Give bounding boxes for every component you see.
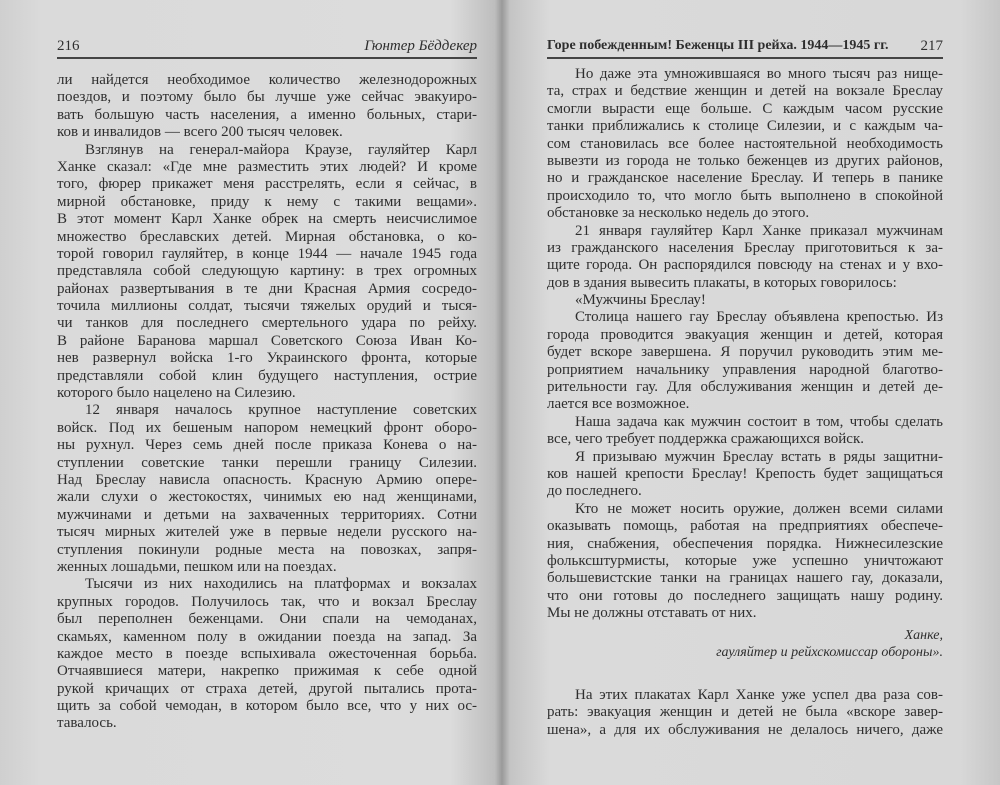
text-line: представляла собой следующую картину: в трех огромных: [57, 263, 477, 280]
text-line: того, фюрер прикажет меня расстрелять, если я сейчас, в: [57, 176, 477, 193]
text-line: Но даже эта умножившаяся во много тысяч раз нище-: [575, 66, 943, 82]
text-line: Я призываю мужчин Бреслау встать в ряды защитни-: [575, 448, 943, 465]
text-line: ли найдется необходимое количество железнодорожных: [57, 72, 477, 88]
text-line: женных лошадьми, пешком или на поездах.: [57, 558, 337, 575]
text-line: каждое место в поезде вспыхивала ожесточенная борьба.: [57, 645, 477, 662]
text-line: рать: эвакуация женщин и детей не была «вскоре завер-: [547, 704, 943, 721]
text-line: до последнего.: [547, 483, 642, 500]
text-line: рукой кричащих от страха детей, другой пытались прота-: [57, 680, 477, 697]
text-line: Отчаявшиеся матери, накрепко прижимая к себе одной: [57, 663, 477, 680]
signature-title: гауляйтер и рейхскомиссар обороны».: [716, 645, 943, 660]
text-line: ков нашей крепости Бреслау! Крепость будет защищаться: [547, 465, 943, 482]
text-line: та, страх и бедствие женщин и детей на вокзале Бреслау: [547, 83, 943, 100]
text-line: роприятием начальнику управления народной благотво-: [547, 361, 943, 378]
text-line: был переполнен беженцами. Они спали на чемоданах,: [57, 611, 477, 628]
text-line: оказывать помощь, работая на предприятиях обеспече-: [547, 518, 943, 535]
text-line: большевистские танки на границах нашего гау, доказали,: [547, 570, 943, 587]
left-page: [57, 0, 477, 785]
body-text: [57, 72, 477, 733]
text-line: районах развертывания в те дни Красная Армия сосредо-: [57, 280, 477, 297]
text-line: смогли вырасти еще больше. С каждым часом русские: [547, 100, 943, 117]
text-line: «Мужчины Бреслау!: [575, 292, 706, 309]
text-line: точила миллионы солдат, тысячи тяжелых орудий и тыся-: [57, 298, 477, 315]
text-line: лается все возможное.: [547, 396, 690, 413]
text-line: танки приближались к столице Силезии, и с каждым ча-: [547, 118, 943, 135]
text-line: фольксштурмисты, которые уже успешно уничтожают: [547, 552, 943, 569]
text-line: ступлении советские танки перешли границу Силезии.: [57, 454, 477, 471]
text-line: ния, снабжения, обеспечения порядка. Нижнесилезские: [547, 535, 943, 552]
text-line: множество бреславских детей. Мирная обстановка, о ко-: [57, 228, 477, 245]
text-line: крупных городов. Получилось так, что и вокзал Бреслау: [57, 593, 477, 610]
text-line: чи танков для последнего смертельного удара по рейху.: [57, 315, 477, 332]
page-number: 216: [57, 38, 80, 54]
text-line: происходило то, что могло быть выполнено в спокойной: [547, 187, 943, 204]
text-line: представляли собой клин будущего наступления, острие: [57, 367, 477, 384]
text-line: что они готовы до последнего защищать нашу родину.: [547, 587, 943, 604]
text-line: ков и инвалидов — всего 200 тысяч человек.: [57, 124, 343, 141]
text-line: сом становилась все более настоятельной необходимость: [547, 135, 943, 152]
text-line: 21 января гауляйтер Карл Ханке приказал мужчинам: [575, 222, 943, 239]
text-line: из гражданского населения Бреслау приготовиться к за-: [547, 239, 943, 256]
right-page: [547, 0, 943, 785]
text-line: будет вскоре завершена. Я поручил руководить этим ме-: [547, 344, 943, 361]
text-line: В районе Баранова маршал Советского Союза Иван Ко-: [57, 332, 477, 349]
text-line: Наша задача как мужчин состоит в том, чтобы сделать: [575, 413, 943, 430]
body-text: [547, 66, 943, 623]
page-number: 217: [920, 38, 943, 54]
text-line: обстановке за несколько недель до этого.: [547, 205, 810, 222]
text-line: поездов, и поэтому было бы лучше уже сейчас эвакуиро-: [57, 89, 477, 106]
text-line: вать большую часть населения, а именно больных, стари-: [57, 106, 477, 123]
text-line: тавалось.: [57, 715, 117, 732]
text-line: 12 января началось крупное наступление советских: [85, 402, 477, 419]
text-line: но и гражданское население Бреслау. И теперь в панике: [547, 170, 943, 187]
text-line: вывезти из города не только беженцев из других районов,: [547, 152, 943, 169]
text-line: Столица нашего гау Бреслау объявлена крепостью. Из: [575, 309, 943, 326]
text-line: торой говорил гауляйтер, в конце 1944 — начале 1945 года: [57, 245, 477, 262]
text-line: Тысячи из них находились на платформах и вокзалах: [85, 576, 477, 593]
text-line: рительности гау. Для обслуживания женщин и детей де-: [547, 379, 943, 396]
text-line: Над Бреслау нависла опасность. Красную Армию опере-: [57, 471, 477, 488]
text-line: Кто не может носить оружие, должен всеми силами: [575, 500, 943, 517]
running-header: [57, 38, 477, 56]
text-line: щить за собой чемодан, в котором было все, что у них ос-: [57, 698, 477, 715]
text-line: Мы не должны отставать от них.: [547, 605, 757, 622]
running-head-title: Горе побежденным! Беженцы III рейха. 1944—1945 гг.: [547, 38, 889, 53]
text-line: ступления покинули родные места на повозках, запря-: [57, 541, 477, 558]
header-rule: [547, 57, 943, 59]
text-line: города проводится эвакуация женщин и детей, которая: [547, 326, 943, 343]
signature-name: Ханке,: [904, 628, 943, 643]
text-line: войск. Под их бешеным напором немецкий фронт оборо-: [57, 419, 477, 436]
text-line: Ханке сказал: «Где мне разместить этих людей? И кроме: [57, 158, 477, 175]
text-line: нев развернул войска 1-го Украинского фронта, которые: [57, 350, 477, 367]
text-line: На этих плакатах Карл Ханке уже успел два раза сов-: [575, 687, 943, 703]
text-line: шена», а для их обслуживания не делалось ничего, даже: [547, 721, 943, 738]
text-line: все, чего требует поддержка сражающихся войск.: [547, 431, 864, 448]
text-line: тысяч мирных жителей уже в первые недели русского на-: [57, 524, 477, 541]
text-line: В этот момент Карл Ханке обрек на смерть неисчислимое: [57, 211, 477, 228]
header-rule: [57, 57, 477, 59]
text-line: мирной обстановке, приду к нему с такими вещами».: [57, 193, 477, 210]
text-line: жали слухи о жестокостях, чинимых ею над женщинами,: [57, 489, 477, 506]
text-line: Взглянув на генерал-майора Краузе, гауляйтер Карл: [85, 141, 477, 158]
text-line: которого было нацелено на Силезию.: [57, 385, 296, 402]
text-line: скамьях, каменном полу в ожидании поезда на запад. За: [57, 628, 477, 645]
text-line: мужчинами и детьми на захваченных территориях. Сотни: [57, 506, 477, 523]
text-line: ны рухнул. Через семь дней после приказа Конева о на-: [57, 437, 477, 454]
text-line: дов в здания вывесить плакаты, в которых говорилось:: [547, 274, 897, 291]
body-text-continued: [547, 687, 943, 739]
running-header: [547, 38, 943, 56]
text-line: щите города. Он распорядился повсюду на стенах и у вхо-: [547, 257, 943, 274]
running-head-author: Гюнтер Бёддекер: [364, 38, 477, 54]
